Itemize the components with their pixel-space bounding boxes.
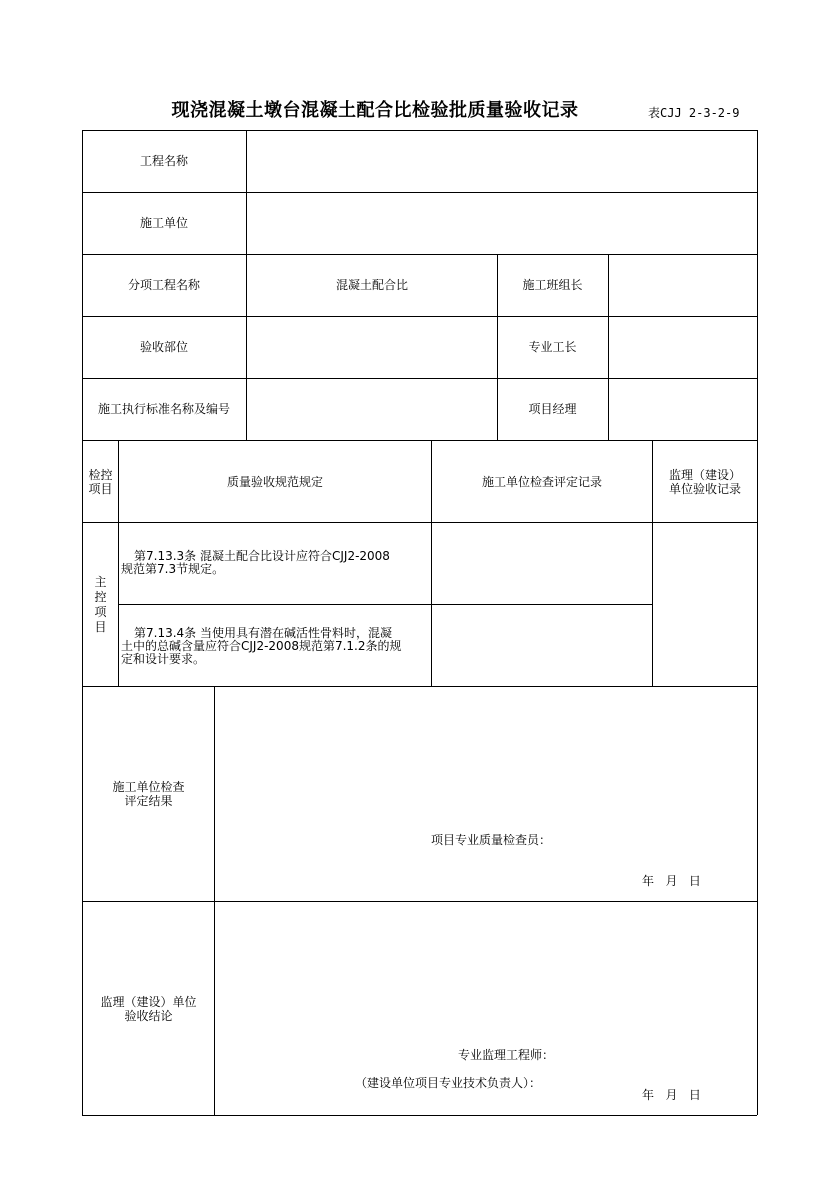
foreman-field[interactable] xyxy=(609,316,757,378)
supervisor-conclusion-label-line2: 验收结论 xyxy=(124,1008,173,1023)
supervisor-header-line1: 监理（建设） xyxy=(668,467,741,482)
supervisor-record-header xyxy=(653,441,757,522)
check-item-header: 检控项目 xyxy=(88,467,113,496)
contractor-result-label xyxy=(83,687,214,901)
standard-label: 施工执行标准名称及编号 xyxy=(97,402,230,416)
contractor-result-date: 年 月 日 xyxy=(642,874,701,888)
project-name-field[interactable] xyxy=(247,130,757,192)
form-code: 表CJJ 2-3-2-9 xyxy=(648,106,740,120)
project-name-label: 工程名称 xyxy=(139,154,188,168)
supervising-engineer-label: 专业监理工程师： xyxy=(458,1048,555,1062)
contractor-field[interactable] xyxy=(247,192,757,254)
sub-project-label: 分项工程名称 xyxy=(127,278,200,292)
supervisor-header-line2: 单位验收记录 xyxy=(668,481,741,496)
item-2-contractor-record[interactable] xyxy=(432,605,652,686)
sub-project-field[interactable]: 混凝土配合比 xyxy=(335,278,408,292)
item-1-line2: 规范第7.3节规定。 xyxy=(121,562,225,576)
item-2-line1: 第7.13.4条 当使用具有潜在碱活性骨料时，混凝 xyxy=(134,626,392,640)
project-manager-field[interactable] xyxy=(609,378,757,440)
supervisor-conclusion-label-line1: 监理（建设）单位 xyxy=(100,994,197,1009)
inspection-part-field[interactable] xyxy=(247,316,497,378)
team-leader-label: 施工班组长 xyxy=(522,278,583,292)
item-1-line1: 第7.13.3条 混凝土配合比设计应符合CJJ2-2008 xyxy=(134,549,390,563)
table-border-right xyxy=(757,130,758,1115)
contractor-label: 施工单位 xyxy=(139,216,188,230)
table-border-bottom xyxy=(82,1115,757,1116)
item-1-contractor-record[interactable] xyxy=(432,523,652,604)
contractor-result-field[interactable] xyxy=(215,687,757,901)
item-2-line2: 土中的总碱含量应符合CJJ2-2008规范第7.1.2条的规 xyxy=(121,639,402,653)
spec-header: 质量验收规范规定 xyxy=(226,474,323,489)
contractor-result-label-line1: 施工单位检查 xyxy=(112,780,185,794)
item-2-line3: 定和设计要求。 xyxy=(121,652,206,666)
contractor-result-label-line2: 评定结果 xyxy=(124,794,173,808)
supervisor-record-field[interactable] xyxy=(653,523,757,686)
project-manager-label: 项目经理 xyxy=(528,402,577,416)
page-title: 现浇混凝土墩台混凝土配合比检验批质量验收记录 xyxy=(171,100,579,121)
team-leader-field[interactable] xyxy=(609,254,757,316)
contractor-record-header: 施工单位检查评定记录 xyxy=(481,474,602,489)
foreman-label: 专业工长 xyxy=(528,340,577,354)
supervisor-conclusion-label xyxy=(83,902,214,1115)
supervisor-conclusion-date: 年 月 日 xyxy=(642,1088,701,1102)
owner-representative-label: （建设单位项目专业技术负责人）： xyxy=(355,1076,542,1090)
quality-inspector-label: 项目专业质量检查员： xyxy=(431,833,552,847)
standard-field[interactable] xyxy=(247,378,497,440)
inspection-part-label: 验收部位 xyxy=(139,340,188,354)
main-control-label: 主控项目 xyxy=(94,574,107,634)
